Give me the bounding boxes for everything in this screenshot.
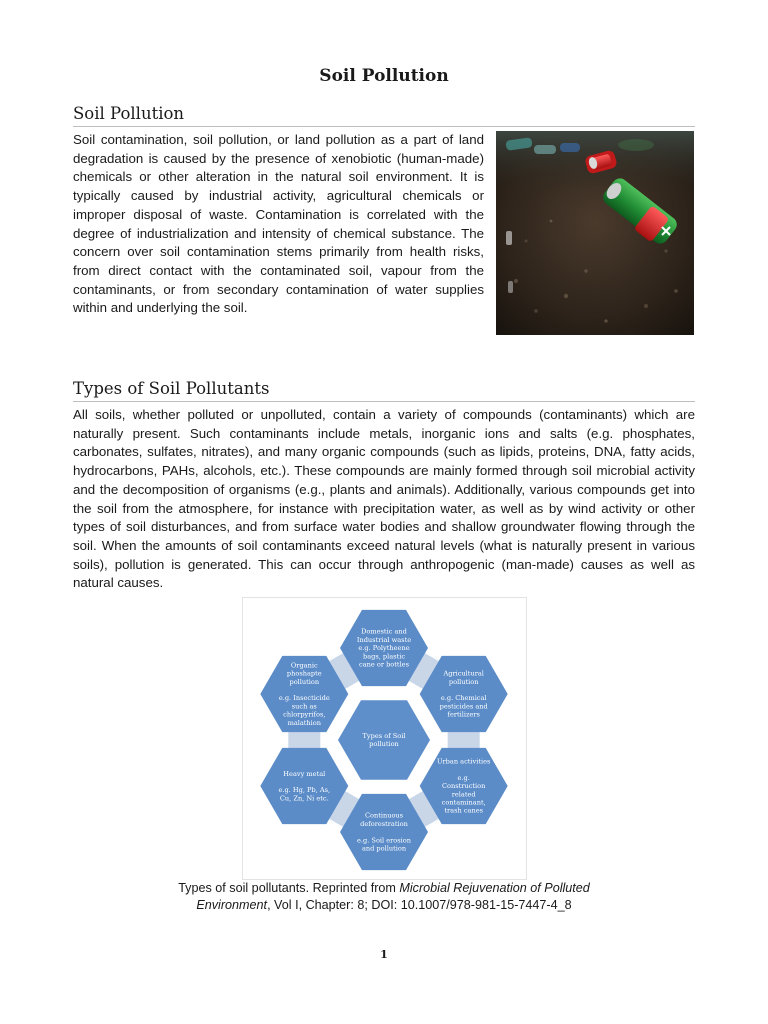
hex-node-agricultural-label: Agricultural pollution e.g. Chemical pesticides and fertilizers xyxy=(439,669,488,719)
hex-connector xyxy=(288,731,320,749)
hex-node-urban-label: Urban activities e.g. Construction related contaminant, trash canes xyxy=(436,757,491,815)
caption-book-title-line2: Environment xyxy=(196,898,268,912)
section-heading-soil-pollution: Soil Pollution xyxy=(73,104,695,127)
hex-connector xyxy=(448,731,480,749)
page-number: 1 xyxy=(380,948,388,961)
caption-suffix: , Vol I, Chapter: 8; DOI: 10.1007/978-981-15-7447-4_8 xyxy=(267,898,572,912)
section-heading-types-of-soil-pollutants: Types of Soil Pollutants xyxy=(73,379,695,402)
page-title: Soil Pollution xyxy=(319,66,449,86)
photo-illustration xyxy=(496,131,694,335)
batteries-in-soil-photo xyxy=(496,131,694,335)
caption-book-title-line1: Microbial Rejuvenation of Polluted xyxy=(399,881,590,895)
hex-node-organic-label: Organic phoshapte pollution e.g. Insecticide such as chlorpyrifos, malathion xyxy=(278,661,330,727)
hex-node-heavy-metal-label: Heavy metal e.g. Hg, Pb, As, Cu, Zn, Ni etc. xyxy=(278,769,331,803)
section-paragraph-types-of-soil-pollutants: All soils, whether polluted or unpolluted, contain a variety of compounds (contaminants) which are naturally present. Such contaminants include metals, inorganic ions and salts (e.g. phosphates, carbonates, sulfates, nitrates), and many organic compounds (such as lipids, proteins, DNA, fatty acids, hydrocarbons, PAHs, alcohols, etc.). These compounds are mainly formed through soil microbial activity and the decomposition of organisms (e.g., plants and animals). Additionally, various compounds get into the soil from the atmosphere, for instance with precipitation water, as well as by wind activity or other types of soil disturbances, and from surface water bodies and shallow groundwater flowing through the soil. When the amounts of soil contaminants exceed natural levels (what is naturally present in various soils), pollution is generated. This can occur through anthropogenic (man-made) causes as well as natural causes. xyxy=(73,407,695,591)
hex-node-deforestation-label: Continuous deforestration e.g. Soil erosion and pollution xyxy=(357,811,411,853)
hex-node-domestic-label: Domestic and Industrial waste e.g. Polytheene bags, plastic cane or bottles xyxy=(356,627,412,669)
hex-center-label: Types of Soil pollution xyxy=(362,732,406,749)
soil-pollution-types-diagram xyxy=(242,597,527,880)
figure-caption xyxy=(73,880,695,914)
section-paragraph-soil-pollution: Soil contamination, soil pollution, or land pollution as a part of land degradation is caused by the presence of xenobiotic (human-made) chemicals or other alteration in the natural soil environment. It is typically caused by industrial activity, agricultural chemicals or improper disposal of waste. Contamination is correlated with the degree of industrialization and intensity of chemical substance. The concern over soil contamination stems primarily from health risks, from direct contact with the contaminated soil, vapour from the contaminants, or from secondary contamination of water supplies within and underlying the soil. xyxy=(73,132,484,316)
caption-prefix: Types of soil pollutants. Reprinted from xyxy=(178,881,400,895)
hexagon-diagram-svg xyxy=(242,597,527,880)
